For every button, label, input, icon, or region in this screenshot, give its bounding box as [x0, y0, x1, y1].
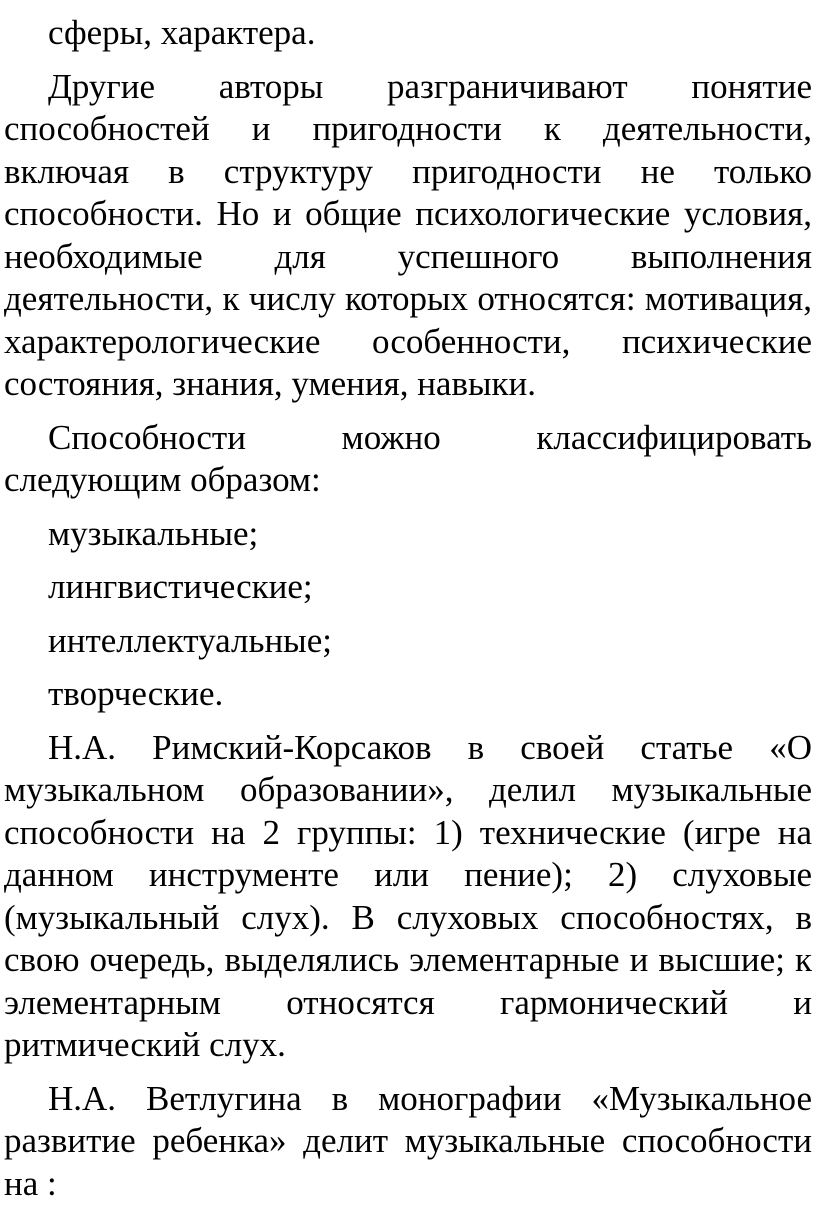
- paragraph-fitness-definition: Другие авторы разграничивают понятие способностей и пригодности к деятельности, включая в структуру пригодности не только способности. Но и общие психологические условия, необходимые для успешного выполнения деятельности, к числу которых относятся: мотивация, характерологические особенности, психические состояния, знания, умения, навыки.: [4, 66, 812, 403]
- document-page: [4, 12, 812, 1205]
- paragraph-classification-intro: Способности можно классифицировать следующим образом:: [4, 417, 812, 499]
- list-item-intellectual: интеллектуальные;: [48, 620, 332, 660]
- paragraph-vetlugina: Н.А. Ветлугина в монографии «Музыкальное развитие ребенка» делит музыкальные способности на :: [4, 1078, 812, 1203]
- list-item-musical: музыкальные;: [48, 513, 259, 553]
- list-item-linguistic: лингвистические;: [48, 567, 313, 606]
- abilities-list: [4, 513, 812, 716]
- list-item-creative: творческие.: [48, 674, 224, 713]
- paragraph-continuation: сферы, характера.: [48, 13, 316, 52]
- paragraph-rimsky-korsakov: Н.А. Римский-Корсаков в своей статье «О музыкальном образовании», делил музыкальные способности на 2 группы: 1) технические (игре на данном инструменте или пение); 2) слуховые (музыкальный слух). В слуховых способностях, в свою очередь, выделялись элементарные и высшие; к элементарным относятся гармонический и ритмический слух.: [4, 727, 812, 1064]
